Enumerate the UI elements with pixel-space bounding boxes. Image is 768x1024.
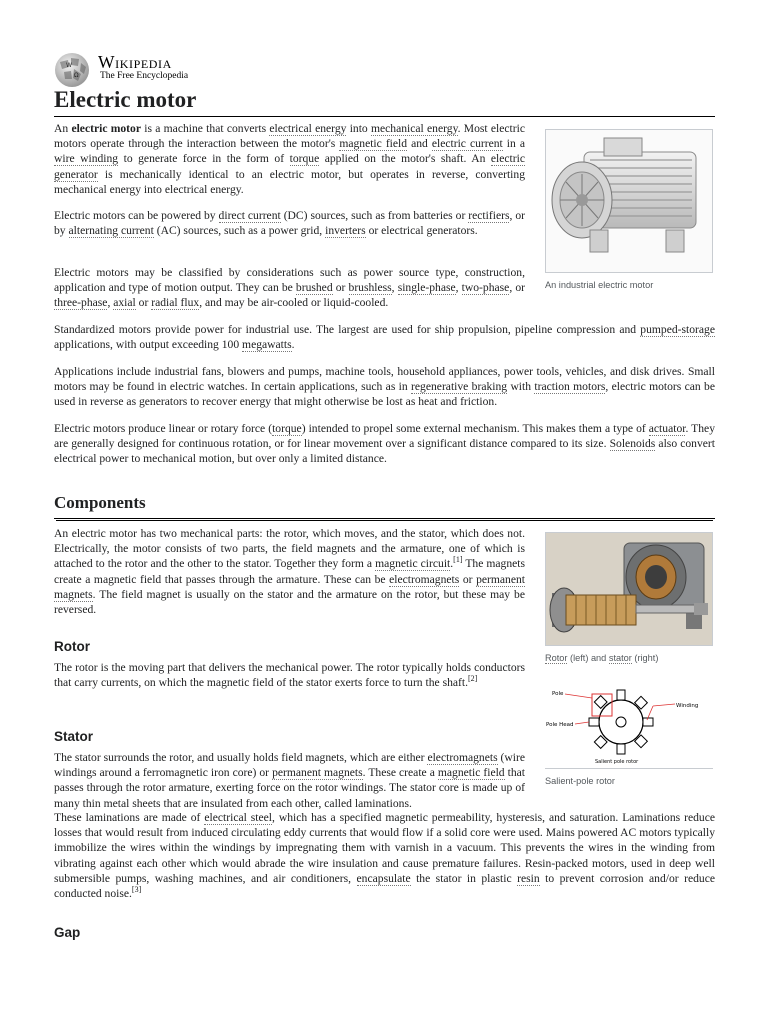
article-link[interactable]: actuator (648, 422, 686, 435)
article-link[interactable]: inverters (325, 224, 366, 238)
salient-pole-diagram-icon (545, 684, 713, 768)
article-link[interactable]: Solenoids (609, 437, 656, 451)
article-link[interactable]: three-phase (54, 296, 108, 310)
wordmark: Wikipedia (98, 52, 172, 72)
text-run: Standardized motors provide power for industrial use. The largest are used for ship propulsion, pipeline compression and (54, 323, 641, 336)
gap-heading: Gap (54, 925, 81, 940)
article-link[interactable]: electric current (431, 137, 503, 151)
text-run: . (291, 338, 295, 352)
text-run: An electric motor has two mechanical parts: the rotor, which moves, and the stator, which does not. Electrically, the motor consists of two parts, the field magnets and the armature, one of which is attached to the rotor and the other to the stator. Together they form a (54, 527, 525, 571)
text-run: Electric motors produce linear or rotary force ( (54, 422, 273, 435)
article-link[interactable]: electromagnets (389, 572, 460, 586)
article-link[interactable]: magnetic field (437, 766, 505, 780)
intro-paragraph-2 (54, 208, 525, 238)
salient-pole-image[interactable] (545, 684, 713, 769)
text-run: The stator surrounds the rotor, and usually holds field magnets, which are either (54, 751, 428, 764)
text-run: Electric motors may be classified by considerations such as power source type, construction, application and type of motion output. They can be (54, 266, 525, 295)
text-run: . These create a (362, 766, 438, 780)
figure-industrial-motor (545, 129, 713, 291)
text-run: (left) and (567, 653, 609, 663)
citation-link[interactable]: [1] (453, 555, 463, 565)
text-run: Electric motors can be powered by (54, 209, 219, 222)
tagline: The Free Encyclopedia (100, 71, 189, 81)
components-heading: Components (54, 492, 715, 519)
citation-link[interactable]: [2] (468, 674, 478, 684)
text-run: , (107, 296, 114, 310)
text-run: , and may be air-cooled or liquid-cooled. (199, 296, 389, 310)
label-salient-pole-rotor: Salient pole rotor (595, 759, 639, 765)
article-link[interactable]: permanent magnets (272, 766, 363, 780)
article-link[interactable]: megawatts (242, 338, 292, 352)
text-run: to prevent corrosion and/or reduce conducted noise. (54, 871, 715, 901)
motor-illustration-icon (546, 130, 712, 272)
text-run: , which has a specified magnetic permeability, hysteresis, and saturation. Laminations reduce losses that would result from induced circulating eddy currents that would flow if a solid core were used. Mains powered AC motors typically immobilize the wires within the windings by impregnating them with varnish in a vacuum. This prevents the wires in the winding from vibrating against each other which would abrade the wire insulation and cause premature failures. Resin-packed motors, used in deep well submersible pumps, washing machines, and air conditioners, (54, 811, 715, 885)
article-link[interactable]: magnetic field (339, 137, 408, 151)
article-link[interactable]: brushless (348, 281, 392, 295)
text-run: (right) (631, 653, 659, 663)
article-link[interactable]: electrical energy (269, 122, 347, 135)
article-link[interactable]: magnetic circuit (375, 557, 451, 571)
wikipedia-globe-icon (54, 52, 90, 88)
citation-link[interactable]: [3] (131, 885, 142, 895)
article-link[interactable]: wire winding (54, 152, 119, 166)
text-run: (wire windings around a ferromagnetic iron core) or (54, 751, 525, 780)
rotor-stator-caption (545, 652, 713, 664)
text-run: , (455, 281, 462, 295)
stator-paragraph-1 (54, 750, 525, 811)
text-run: applied on the motor's shaft. An (319, 152, 491, 166)
intro-paragraph-5 (54, 364, 715, 410)
label-winding: Winding (676, 703, 699, 709)
article-link[interactable]: mechanical energy (371, 122, 458, 135)
text-run: (AC) sources, such as a power grid, (153, 224, 326, 238)
rotor-stator-illustration-icon (546, 533, 712, 645)
text-run: is a machine that converts (141, 122, 270, 135)
article-link[interactable]: stator (608, 653, 632, 663)
text-run: applications, with output exceeding 100 (54, 338, 243, 352)
intro-paragraph-4 (54, 322, 715, 352)
rotor-paragraph-1 (54, 660, 525, 690)
industrial-motor-caption: An industrial electric motor (545, 280, 654, 290)
text-run: , or by (54, 209, 525, 238)
article-link[interactable]: rectifiers (468, 209, 510, 222)
industrial-motor-image[interactable] (545, 129, 713, 273)
text-run: and (407, 137, 432, 151)
article-link[interactable]: pumped-storage (640, 323, 715, 336)
text-run: The rotor is the moving part that delivers the mechanical power. The rotor typically holds conductors that carry currents, on which the magnetic field of the stator exerts force to turn the shaft. (54, 661, 525, 690)
text-run: An (54, 122, 72, 135)
article-link[interactable]: electric generator (54, 152, 525, 181)
text-run: . (450, 557, 454, 571)
text-run: or (135, 296, 152, 310)
article-link[interactable]: axial (113, 296, 136, 310)
stator-heading: Stator (54, 729, 94, 744)
figure-rotor-stator (545, 532, 713, 664)
text-run: , or (509, 281, 525, 295)
text-run: ) intended to propel some external mechanism. This makes them a type of (301, 422, 649, 435)
text-run: also convert electrical power to mechanical motion, but over only a limited distance. (54, 437, 715, 466)
article-link[interactable]: alternating current (68, 224, 154, 238)
label-pole-head: Pole Head (546, 722, 574, 728)
article-link[interactable]: direct current (218, 209, 281, 222)
text-run: . The field magnet is usually on the stator and the armature on the rotor, but these may be reversed. (54, 587, 525, 617)
article-link[interactable]: radial flux (151, 296, 200, 310)
text-run: that passes through the rotor armature, exerting force on the rotor windings. The stator core is made up of many thin metal sheets that are insulated from each other, called laminations. (54, 766, 526, 810)
text-run: is mechanically identical to an electric motor, but operates in reverse, converting mechanical energy into electrical energy. (54, 167, 525, 196)
text-run: . Most electric motors operate through the interaction between the motor's (54, 122, 525, 151)
article-link[interactable]: torque (272, 422, 302, 435)
rotor-heading: Rotor (54, 639, 90, 654)
wikipedia-logo[interactable] (54, 50, 354, 86)
text-run: with (507, 380, 535, 394)
text-run: . They are generally designed for continuous rotation, or for linear movement over a significant distance compared to its size. (54, 422, 715, 451)
article-link[interactable]: resin (517, 871, 540, 885)
svg-text:Ω: Ω (74, 72, 79, 79)
svg-text:W: W (66, 62, 72, 69)
text-run: , (391, 281, 398, 295)
text-run: in a (502, 137, 525, 151)
article-link[interactable]: permanent magnets (54, 572, 525, 601)
components-paragraph-1 (54, 526, 525, 617)
stator-paragraph-2 (54, 810, 715, 901)
intro-paragraph-1 (54, 121, 525, 197)
article-link[interactable]: single-phase (397, 281, 456, 295)
article-link[interactable]: two-phase (461, 281, 510, 295)
text-run: or (332, 281, 349, 295)
text-run: The magnets create a magnetic field that passes through the armature. These can be (54, 557, 526, 586)
article-link[interactable]: regenerative braking (411, 380, 508, 394)
bold-term: electric motor (71, 122, 141, 135)
text-run: into (346, 122, 371, 135)
text-run: These laminations are made of (54, 811, 205, 824)
label-pole: Pole (552, 691, 564, 697)
text-run: the stator in plastic (410, 871, 518, 885)
text-run: (DC) sources, such as from batteries or (280, 209, 469, 222)
text-run: or electrical generators. (365, 224, 478, 238)
article-link[interactable]: electrical steel (204, 811, 273, 824)
article-link[interactable]: torque (289, 152, 320, 166)
article-link[interactable]: traction motors (534, 380, 606, 394)
figure-salient-pole-rotor (545, 684, 713, 787)
page-title: Electric motor (54, 86, 715, 117)
article-link[interactable]: brushed (295, 281, 333, 295)
rotor-stator-image[interactable] (545, 532, 713, 646)
salient-pole-caption: Salient-pole rotor (545, 776, 615, 786)
text-run: , electric motors can be used in reverse as generators to recover energy that might otherwise be lost as heat and friction. (54, 380, 715, 409)
text-run: Applications include industrial fans, blowers and pumps, machine tools, household appliances, power tools, vehicles, and disk drives. Small motors may be found in electric watches. In certain applications, such as in (54, 365, 715, 394)
text-run: to generate force in the form of (118, 152, 290, 166)
intro-paragraph-3 (54, 265, 525, 311)
article-link[interactable]: encapsulate (356, 871, 411, 885)
article-link[interactable]: Rotor (545, 653, 568, 663)
text-run: or (459, 572, 477, 586)
intro-paragraph-6 (54, 421, 715, 467)
article-link[interactable]: electromagnets (427, 751, 498, 764)
